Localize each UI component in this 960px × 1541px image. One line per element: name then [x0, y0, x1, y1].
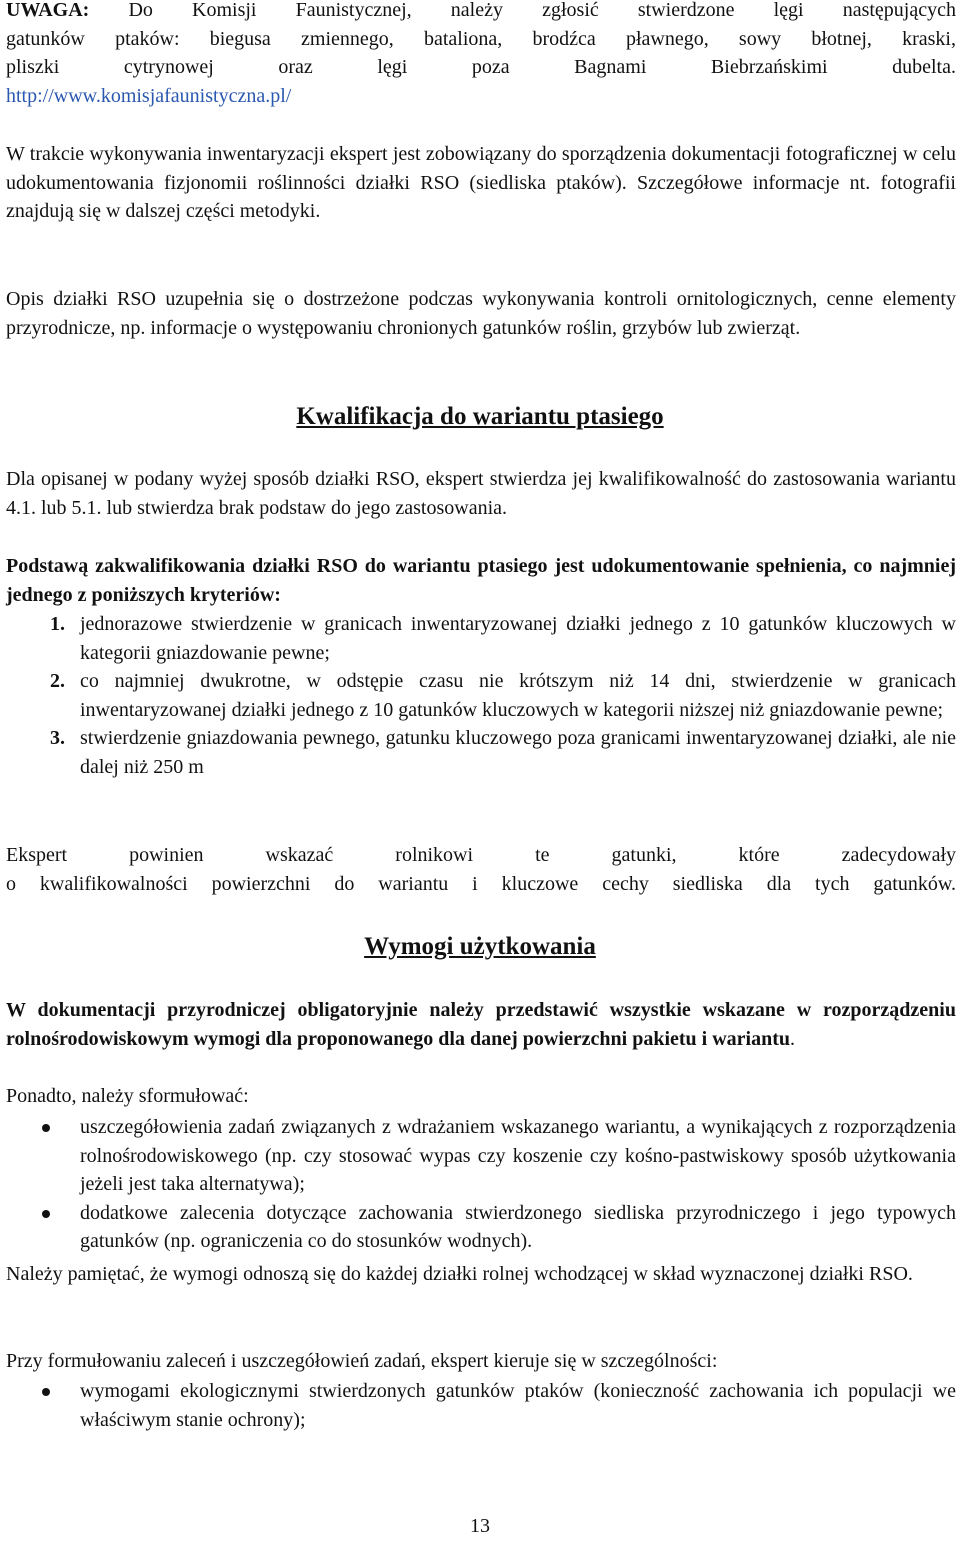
- guidelines-bullet-1: [6, 1377, 956, 1434]
- criteria-list: [6, 610, 956, 781]
- komisja-link[interactable]: http://www.komisjafaunistyczna.pl/: [6, 84, 292, 107]
- uwaga-line-3: pliszki cytrynowej oraz lęgi poza Bagnami Biebrzańskimi dubelta.: [6, 56, 956, 78]
- page-number: 13: [470, 1515, 490, 1537]
- expert-line-1: Ekspert powinien wskazać rolnikowi te gatunki, które zadecydowały: [6, 844, 956, 866]
- bullet-text: dodatkowe zalecenia dotyczące zachowania stwierdzonego siedliska przyrodniczego i jego typowych gatunków (np. ograniczenia co do stosunków wodnych).: [80, 1201, 956, 1252]
- requirements-bullet-2: [6, 1199, 956, 1256]
- paragraph-guidelines-intro: Przy formułowaniu zaleceń i uszczegółowień zadań, ekspert kieruje się w szczególności:: [6, 1350, 718, 1372]
- uwaga-label: UWAGA:: [6, 0, 90, 21]
- uwaga-line-2: gatunków ptaków: biegusa zmiennego, bataliona, brodźca pławnego, sowy błotnej, kraski,: [6, 27, 956, 50]
- paragraph-ponadto: Ponadto, należy sformułować:: [6, 1085, 249, 1107]
- paragraph-remember: Należy pamiętać, że wymogi odnoszą się do każdej działki rolnej wchodzącej w skład wyznaczonej działki RSO.: [6, 1263, 913, 1285]
- heading-wymogi: Wymogi użytkowania: [364, 933, 596, 960]
- criteria-item-2: [6, 667, 956, 724]
- uwaga-line-1: Do Komisji Faunistycznej, należy zgłosić stwierdzone lęgi następujących: [128, 0, 956, 21]
- criteria-text: co najmniej dwukrotne, w odstępie czasu nie krótszym niż 14 dni, stwierdzenie w granicach inwentaryzowanej działki jednego z 10 gatunków kluczowych w kategorii niższej niż gniazdowanie pewne;: [80, 670, 956, 721]
- requirements-bullet-list: [6, 1113, 956, 1256]
- paragraph-expert-indicates: [6, 841, 956, 898]
- criteria-num: 2.: [50, 670, 65, 692]
- criteria-intro: Podstawą zakwalifikowania działki RSO do wariantu ptasiego jest udokumentowanie spełnienia, co najmniej jednego z poniższych kryteriów:: [6, 555, 956, 606]
- requirements-bold-text: W dokumentacji przyrodniczej obligatoryjnie należy przedstawić wszystkie wskazane w rozporządzeniu rolnośrodowiskowym wymogi dla proponowanego dla danej powierzchni pakietu i wariantu: [6, 999, 956, 1050]
- criteria-item-3: [6, 724, 956, 781]
- bullet-icon: [42, 1388, 50, 1396]
- criteria-item-1: [6, 610, 956, 667]
- paragraph-requirements: [6, 996, 956, 1053]
- bullet-text: wymogami ekologicznymi stwierdzonych gatunków ptaków (konieczność zachowania ich populacji we właściwym stanie ochrony);: [80, 1380, 956, 1431]
- paragraph-qualification: Dla opisanej w podany wyżej sposób działki RSO, ekspert stwierdza jej kwalifikowalność do zastosowania wariantu 4.1. lub 5.1. lub stwierdza brak podstaw do jego zastosowania.: [6, 468, 956, 519]
- expert-line-2: o kwalifikowalności powierzchni do wariantu i kluczowe cechy siedliska dla tych gatunków.: [6, 872, 956, 895]
- guidelines-bullet-list: [6, 1377, 956, 1434]
- criteria-num: 1.: [50, 613, 65, 635]
- bullet-text: uszczegółowienia zadań związanych z wdrażaniem wskazanego wariantu, a wynikających z rozporządzenia rolnośrodowiskowego (np. czy stosować wypas czy koszenie czy kośno-pastwiskowy sposób użytkowania jeżeli jest taka alternatywa);: [80, 1116, 956, 1195]
- uwaga-note: [6, 0, 956, 110]
- paragraph-rso-description: Opis działki RSO uzupełnia się o dostrzeżone podczas wykonywania kontroli ornitologicznych, cenne elementy przyrodnicze, np. informacje o występowaniu chronionych gatunków roślin, grzybów lub zwierząt.: [6, 288, 956, 339]
- paragraph-photo-documentation: W trakcie wykonywania inwentaryzacji ekspert jest zobowiązany do sporządzenia dokumentacji fotograficznej w celu udokumentowania fizjonomii roślinności działki RSO (siedliska ptaków). Szczegółowe informacje nt. fotografii znajdują się w dalszej części metodyki.: [6, 143, 956, 222]
- heading-kwalifikacja: Kwalifikacja do wariantu ptasiego: [296, 403, 664, 430]
- criteria-text: jednorazowe stwierdzenie w granicach inwentaryzowanej działki jednego z 10 gatunków kluczowych w kategorii gniazdowanie pewne;: [80, 613, 956, 664]
- criteria-num: 3.: [50, 727, 65, 749]
- requirements-end: .: [790, 1027, 795, 1050]
- bullet-icon: [42, 1124, 50, 1132]
- requirements-bullet-1: [6, 1113, 956, 1199]
- criteria-text: stwierdzenie gniazdowania pewnego, gatunku kluczowego poza granicami inwentaryzowanej działki, ale nie dalej niż 250 m: [80, 727, 956, 778]
- bullet-icon: [42, 1210, 50, 1218]
